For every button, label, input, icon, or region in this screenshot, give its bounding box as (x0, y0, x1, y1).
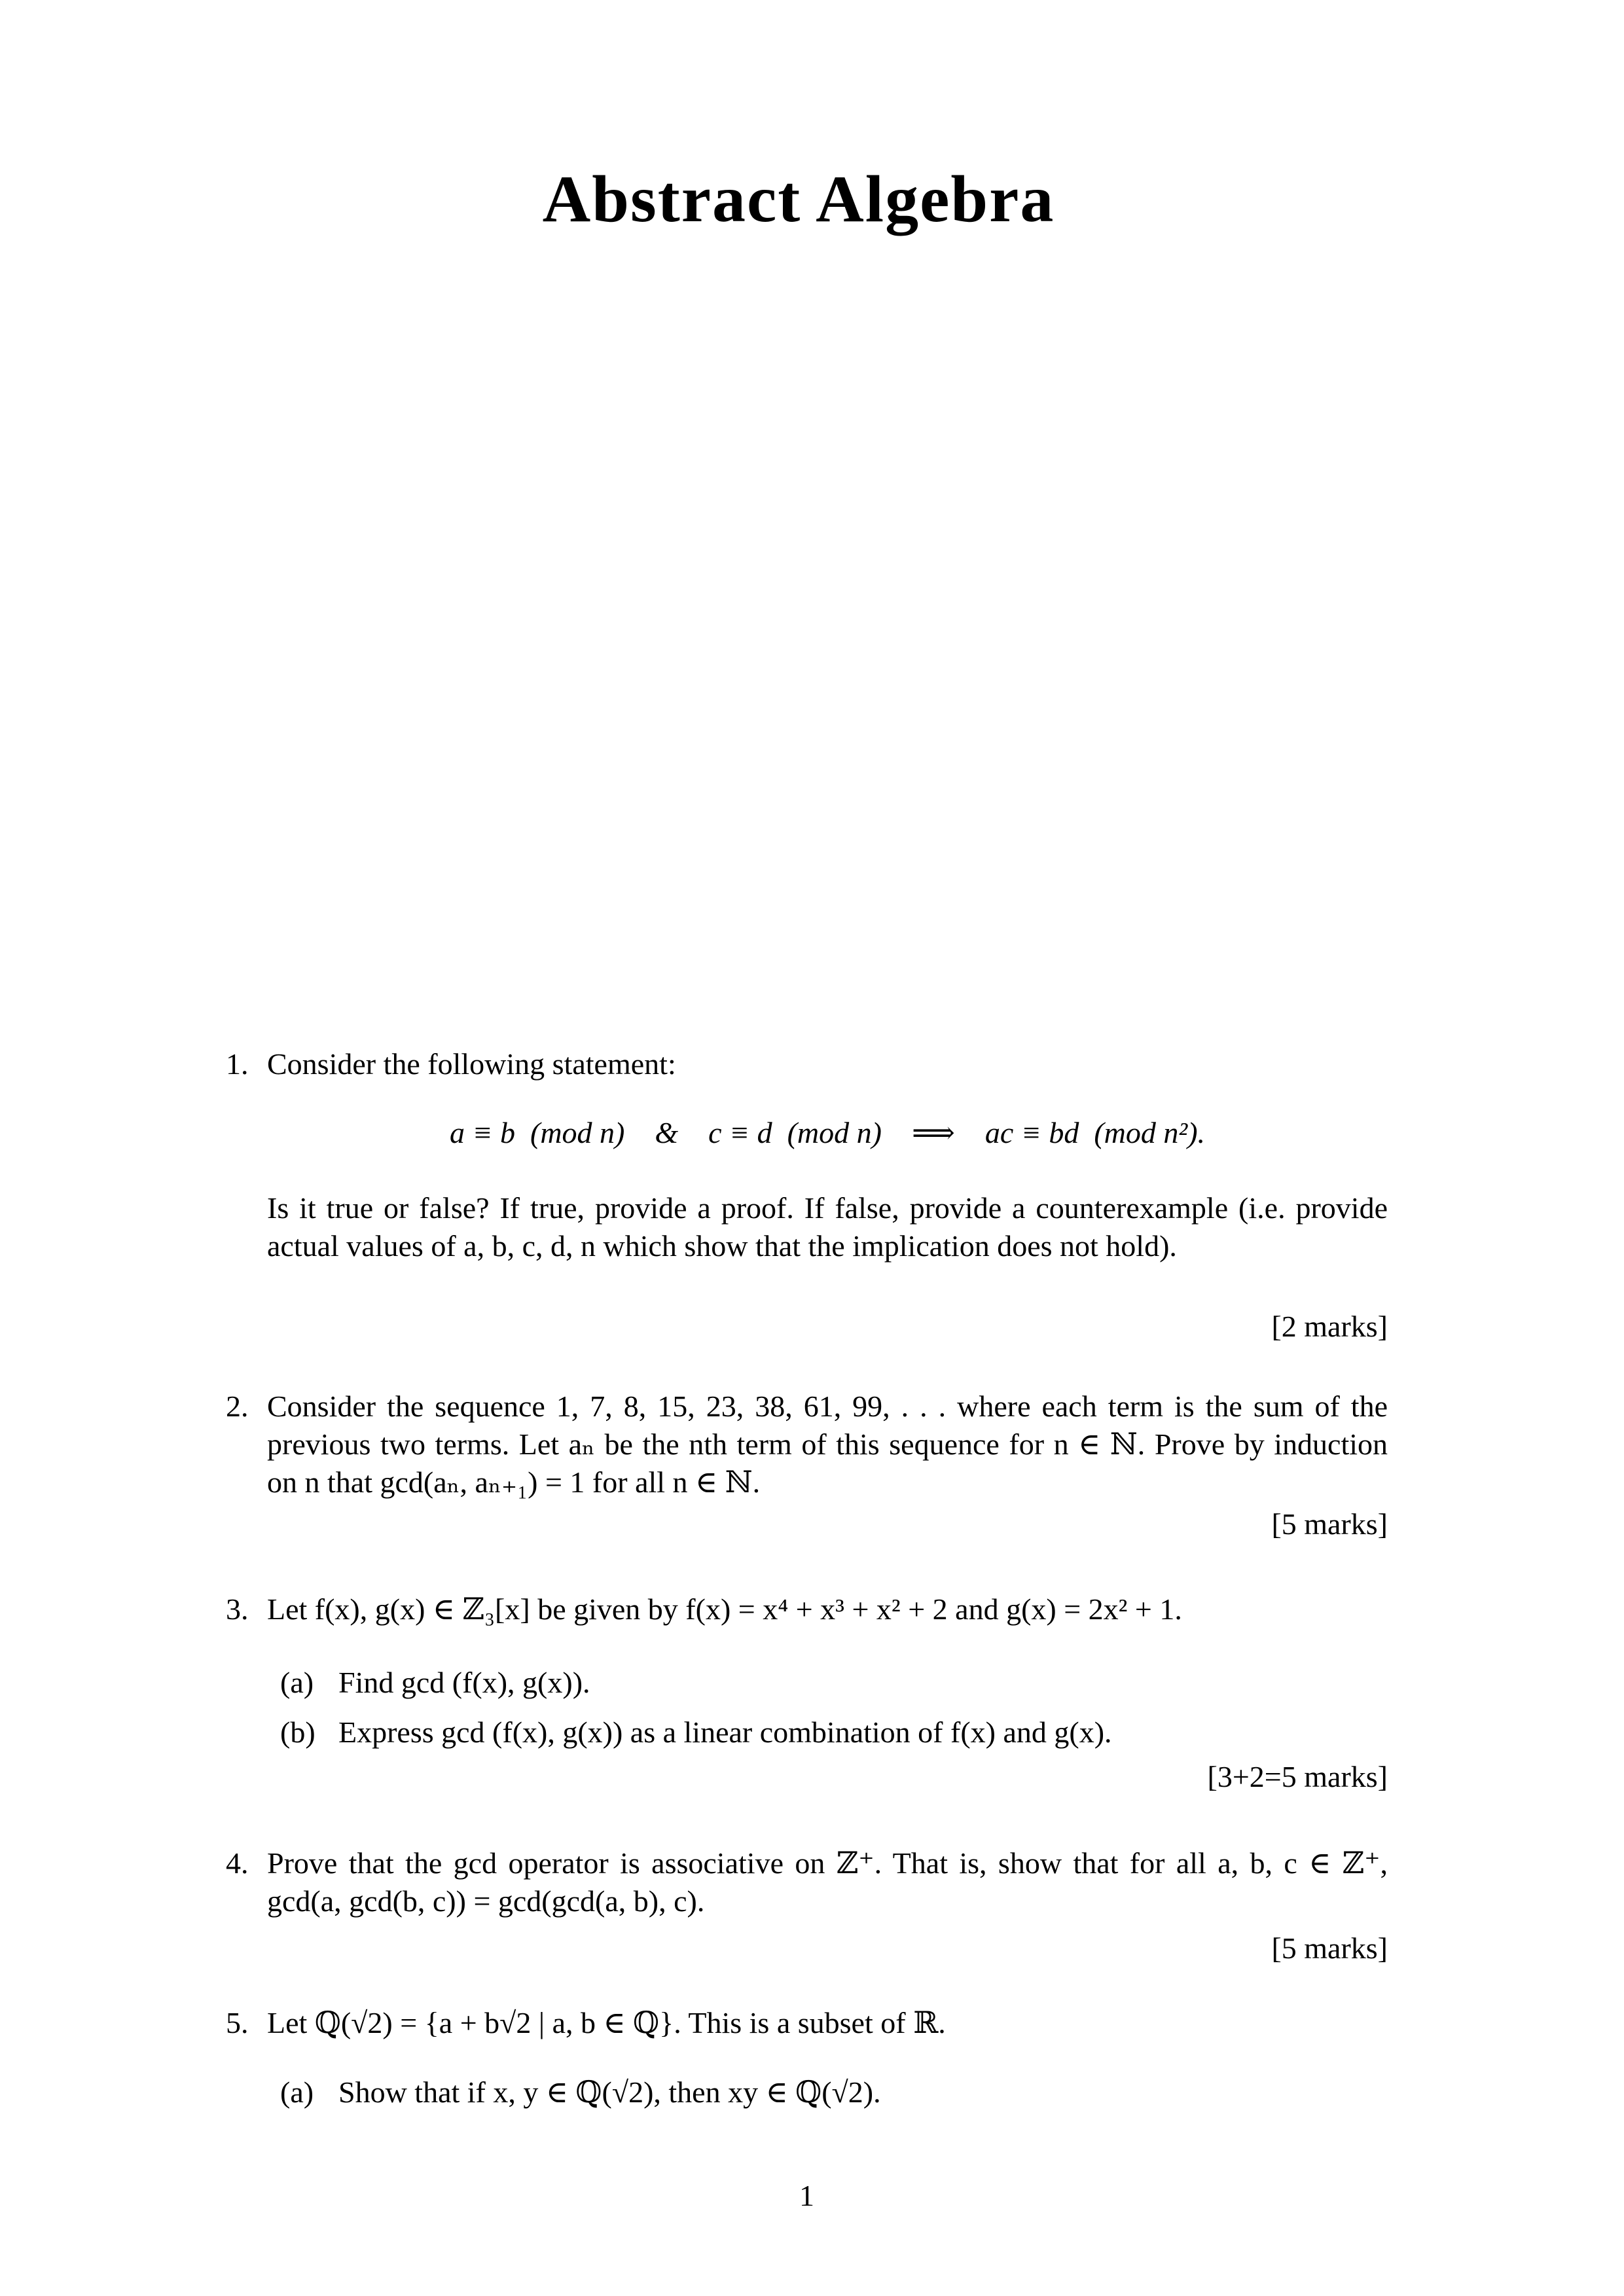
problem-5-part-a-text: Show that if x, y ∈ ℚ(√2), then xy ∈ ℚ(√2). (338, 2075, 881, 2109)
problem-1-body: Is it true or false? If true, provide a proof. If false, provide a counterexample (i.e. provide actual values of a, b, c, d, n which show that the implication does not hold). (267, 1191, 1388, 1263)
problem-2-number: 2. (226, 1390, 249, 1423)
problem-3-number: 3. (226, 1592, 249, 1626)
problem-1-equation: a ≡ b (mod n) & c ≡ d (mod n) ⟹ ac ≡ bd (mod n²). (449, 1116, 1206, 1149)
problem-2-body: Consider the sequence 1, 7, 8, 15, 23, 38, 61, 99, . . . where each term is the sum of the previous two terms. Let aₙ be the nth term of this sequence for n ∈ ℕ. Prove by induction on n that gcd(aₙ, aₙ₊₁) = 1 for all n ∈ ℕ. (267, 1390, 1388, 1499)
problem-2-marks: [5 marks] (1271, 1507, 1388, 1541)
problem-1-marks: [2 marks] (1271, 1310, 1388, 1343)
problem-3-part-b-text: Express gcd (f(x), g(x)) as a linear combination of f(x) and g(x). (338, 1715, 1112, 1749)
problem-5-part-a-label: (a) (280, 2075, 314, 2109)
problem-4-number: 4. (226, 1846, 249, 1880)
problem-5-number: 5. (226, 2006, 249, 2039)
document-title: Abstract Algebra (542, 162, 1055, 236)
problem-3-part-b-label: (b) (280, 1715, 316, 1749)
problem-1-number: 1. (226, 1047, 249, 1081)
problem-1-intro: Consider the following statement: (267, 1047, 676, 1081)
problem-3-marks: [3+2=5 marks] (1207, 1760, 1388, 1793)
problem-3-body: Let f(x), g(x) ∈ ℤ₃[x] be given by f(x) = x⁴ + x³ + x² + 2 and g(x) = 2x² + 1. (267, 1592, 1182, 1626)
problem-3-part-a-label: (a) (280, 1666, 314, 1699)
page-number: 1 (799, 2179, 814, 2212)
problem-5-body: Let ℚ(√2) = {a + b√2 | a, b ∈ ℚ}. This is a subset of ℝ. (267, 2006, 946, 2039)
problem-4-body: Prove that the gcd operator is associative on ℤ⁺. That is, show that for all a, b, c ∈ ℤ⁺, gcd(a, gcd(b, c)) = gcd(gcd(a, b), c). (267, 1846, 1388, 1918)
problem-4-marks: [5 marks] (1271, 1931, 1388, 1965)
problem-3-part-a-text: Find gcd (f(x), g(x)). (338, 1666, 590, 1699)
